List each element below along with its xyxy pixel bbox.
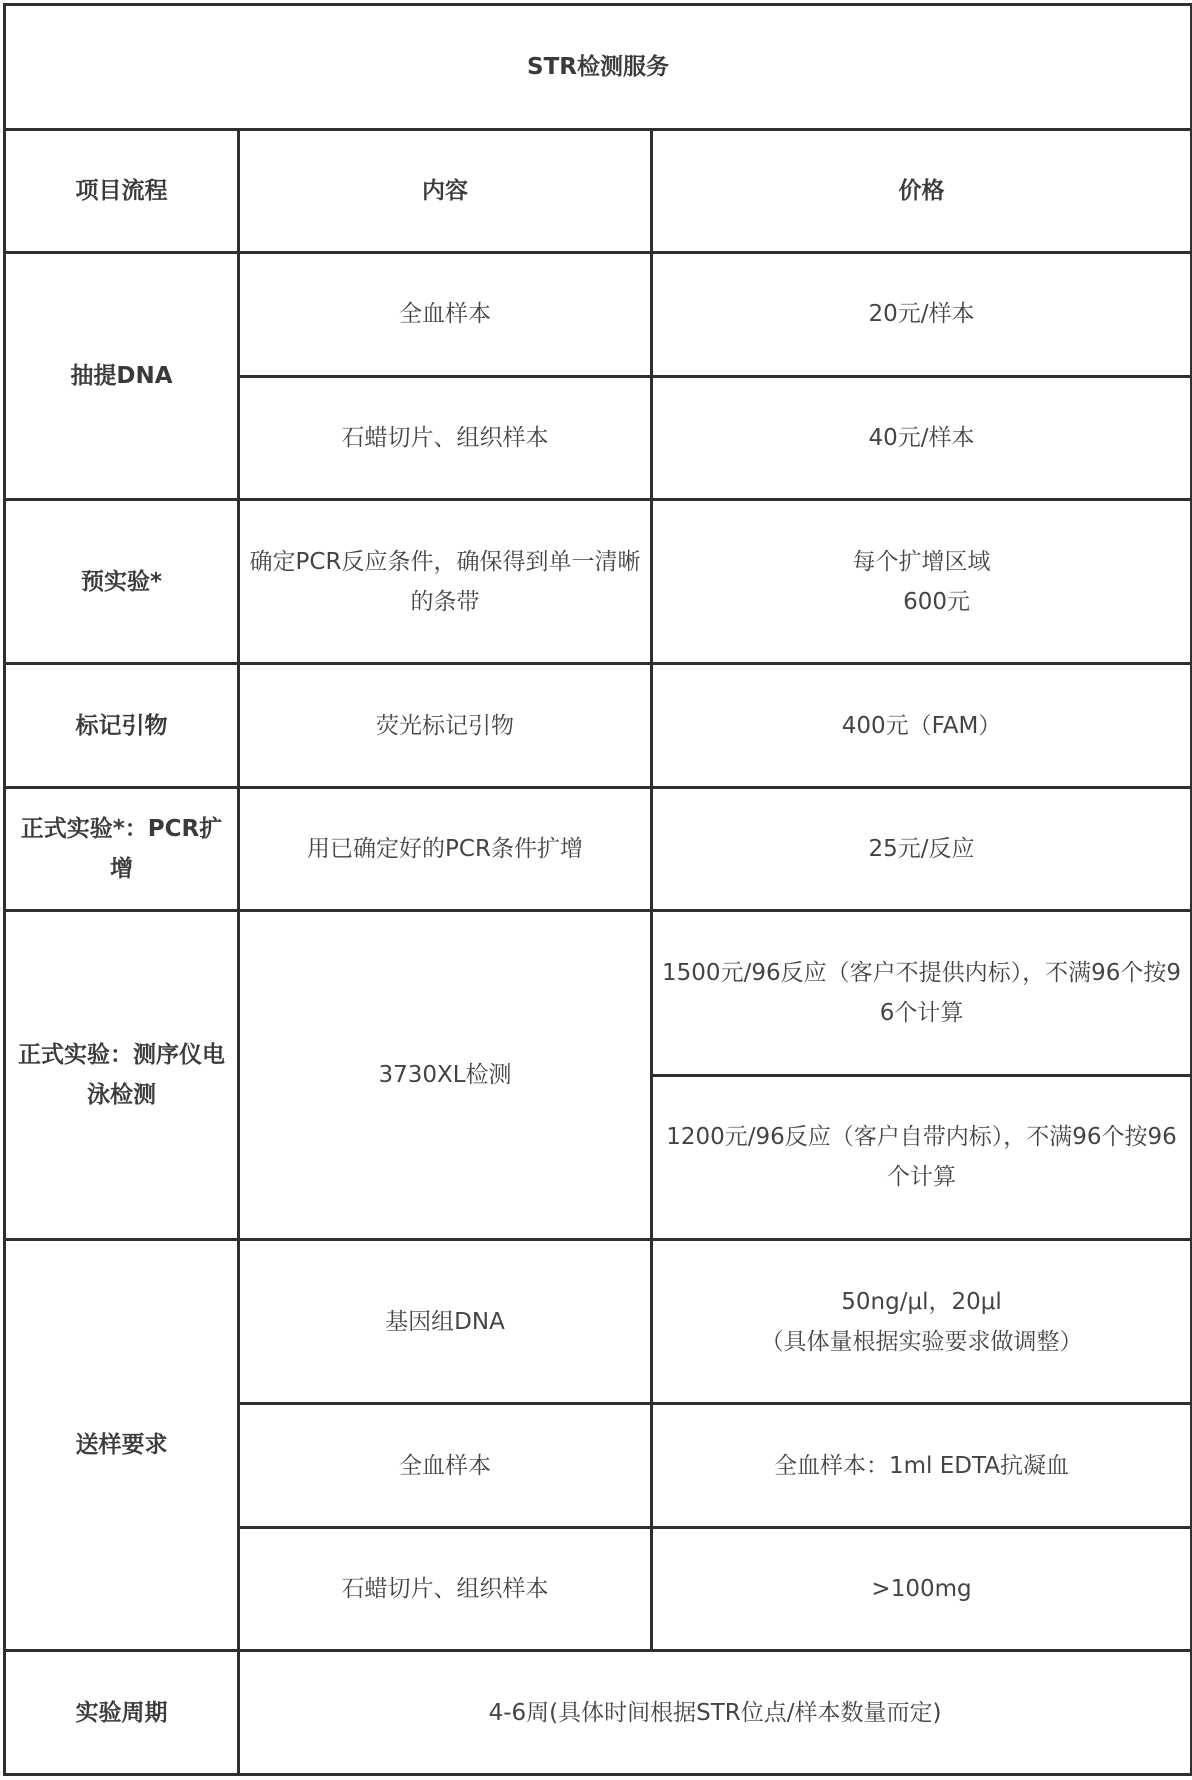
header-row: [5, 129, 1192, 253]
table-row: [5, 787, 1192, 911]
price-cell: 全血样本：1ml EDTA抗凝血: [652, 1404, 1192, 1528]
price-line: 600元: [903, 588, 970, 615]
content-cell: 石蜡切片、组织样本: [239, 1527, 652, 1651]
row-label-cycle: 实验周期: [5, 1651, 239, 1775]
price-cell: 40元/样本: [652, 376, 1192, 500]
price-cell: 1200元/96反应（客户自带内标），不满96个按96个计算: [652, 1075, 1192, 1239]
price-cell: [652, 500, 1192, 664]
content-cell: 用已确定好的PCR条件扩增: [239, 787, 652, 911]
table-row: [5, 664, 1192, 788]
table-row: [5, 911, 1192, 1075]
price-line: 50ng/μl，20μl: [841, 1288, 1002, 1315]
content-cell: 基因组DNA: [239, 1240, 652, 1404]
price-cell: [652, 1240, 1192, 1404]
price-cell: >100mg: [652, 1527, 1192, 1651]
price-line: （具体量根据实验要求做调整）: [760, 1328, 1083, 1355]
str-service-table: [3, 3, 1192, 1776]
content-cell: 确定PCR反应条件，确保得到单一清晰的条带: [239, 500, 652, 664]
content-cell: 3730XL检测: [239, 911, 652, 1240]
row-label-pre-experiment: 预实验*: [5, 500, 239, 664]
content-cell: 荧光标记引物: [239, 664, 652, 788]
table-row: [5, 253, 1192, 377]
table-row: [5, 1651, 1192, 1775]
table-title: STR检测服务: [5, 5, 1192, 130]
table-row: [5, 500, 1192, 664]
header-price: 价格: [652, 129, 1192, 253]
header-content: 内容: [239, 129, 652, 253]
row-label-label-primer: 标记引物: [5, 664, 239, 788]
content-cell: 全血样本: [239, 253, 652, 377]
row-label-electrophoresis: 正式实验：测序仪电泳检测: [5, 911, 239, 1240]
row-label-sample-requirements: 送样要求: [5, 1240, 239, 1651]
header-process: 项目流程: [5, 129, 239, 253]
price-cell: 1500元/96反应（客户不提供内标），不满96个按96个计算: [652, 911, 1192, 1075]
cycle-value: 4-6周(具体时间根据STR位点/样本数量而定): [239, 1651, 1192, 1775]
table-row: [5, 1240, 1192, 1404]
price-cell: 25元/反应: [652, 787, 1192, 911]
title-row: [5, 5, 1192, 130]
price-line: 每个扩增区域: [852, 548, 991, 575]
content-cell: 石蜡切片、组织样本: [239, 376, 652, 500]
row-label-extract-dna: 抽提DNA: [5, 253, 239, 500]
price-cell: 400元（FAM）: [652, 664, 1192, 788]
price-cell: 20元/样本: [652, 253, 1192, 377]
content-cell: 全血样本: [239, 1404, 652, 1528]
row-label-formal-pcr: 正式实验*：PCR扩增: [5, 787, 239, 911]
